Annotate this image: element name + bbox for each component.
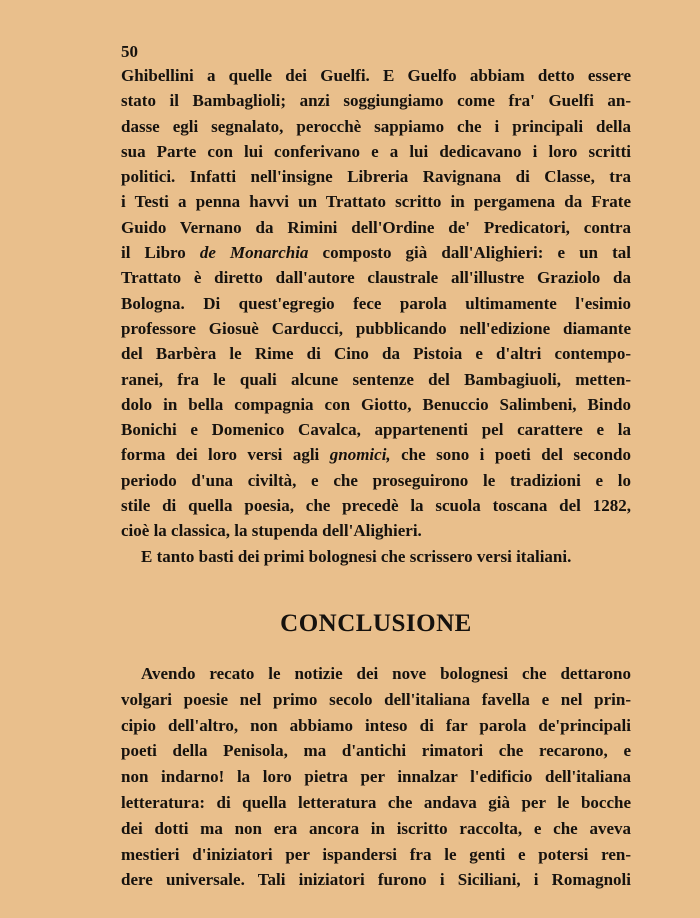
text-line: Avendo recato le notizie dei nove bolognesi che dettarono [141, 663, 631, 683]
text-line: i Testi a penna havvi un Trattato scritto in pergamena da Frate [121, 192, 631, 212]
text-line: Bonichi e Domenico Cavalca, appartenenti pel carattere e la [121, 420, 631, 440]
text-line: cipio dell'altro, non abbiamo inteso di far parola de'principali [121, 715, 631, 735]
text-line: poeti della Penisola, ma d'antichi rimatori che recarono, e [121, 741, 631, 761]
text-run: il Libro [121, 243, 200, 263]
text-line: non indarno! la loro pietra per innalzar l'edificio dell'italiana [121, 767, 631, 787]
text-line: del Barbèra le Rime di Cino da Pistoia e d'altri contempo- [121, 344, 631, 364]
text-line: dei dotti ma non era ancora in iscritto raccolta, e che aveva [121, 818, 631, 838]
text-line: dere universale. Tali iniziatori furono i Siciliani, i Romagnoli [121, 870, 631, 890]
text-line-with-italic [121, 442, 631, 467]
text-line: mestieri d'iniziatori per ispandersi fra le genti e potersi ren- [121, 844, 631, 864]
text-line: dolo in bella compagnia con Giotto, Benuccio Salimbeni, Bindo [121, 394, 631, 414]
text-run: composto già dall'Alighieri: e un tal [308, 243, 631, 263]
paragraph-bambaglioli [121, 63, 631, 569]
text-line: stile di quella poesia, che precedè la scuola toscana del 1282, [121, 496, 631, 516]
page-number: 50 [121, 42, 138, 61]
text-line: Bologna. Di quest'egregio fece parola ultimamente l'esimio [121, 293, 631, 313]
text-line: professore Giosuè Carducci, pubblicando nell'edizione diamante [121, 318, 631, 338]
section-heading: CONCLUSIONE [280, 609, 472, 637]
text-line: sua Parte con lui conferivano e a lui dedicavano i loro scritti [121, 141, 631, 161]
text-line: periodo d'una civiltà, e che proseguirono le tradizioni e lo [121, 470, 631, 490]
text-line: Ghibellini a quelle dei Guelfi. E Guelfo abbiam detto essere [121, 66, 631, 85]
text-line: politici. Infatti nell'insigne Libreria Ravignana di Classe, tra [121, 167, 631, 187]
italic-term: gnomici, [329, 445, 391, 465]
text-run: che sono i poeti del secondo [390, 445, 631, 465]
text-line: stato il Bambaglioli; anzi soggiungiamo come fra' Guelfi an- [121, 91, 631, 111]
text-line: cioè la classica, la stupenda dell'Alighieri. [121, 521, 422, 541]
closing-line: E tanto basti dei primi bolognesi che scrissero versi italiani. [141, 546, 572, 566]
text-line-with-italic [121, 240, 631, 265]
text-line: dasse egli segnalato, perocchè sappiamo che i principali della [121, 116, 631, 136]
text-line: Trattato è diretto dall'autore claustrale all'illustre Graziolo da [121, 268, 631, 288]
text-run: forma dei loro versi agli [121, 445, 330, 465]
italic-title: de Monarchia [199, 243, 309, 263]
text-line: letteratura: di quella letteratura che andava già per le bocche [121, 792, 631, 812]
text-line: Guido Vernano da Rimini dell'Ordine de' Predicatori, contra [121, 217, 631, 237]
text-line: ranei, fra le quali alcune sentenze del Bambagiuoli, metten- [121, 369, 631, 389]
book-page [121, 42, 631, 893]
paragraph-conclusione [121, 661, 631, 893]
text-line: volgari poesie nel primo secolo dell'italiana favella e nel prin- [121, 689, 631, 709]
